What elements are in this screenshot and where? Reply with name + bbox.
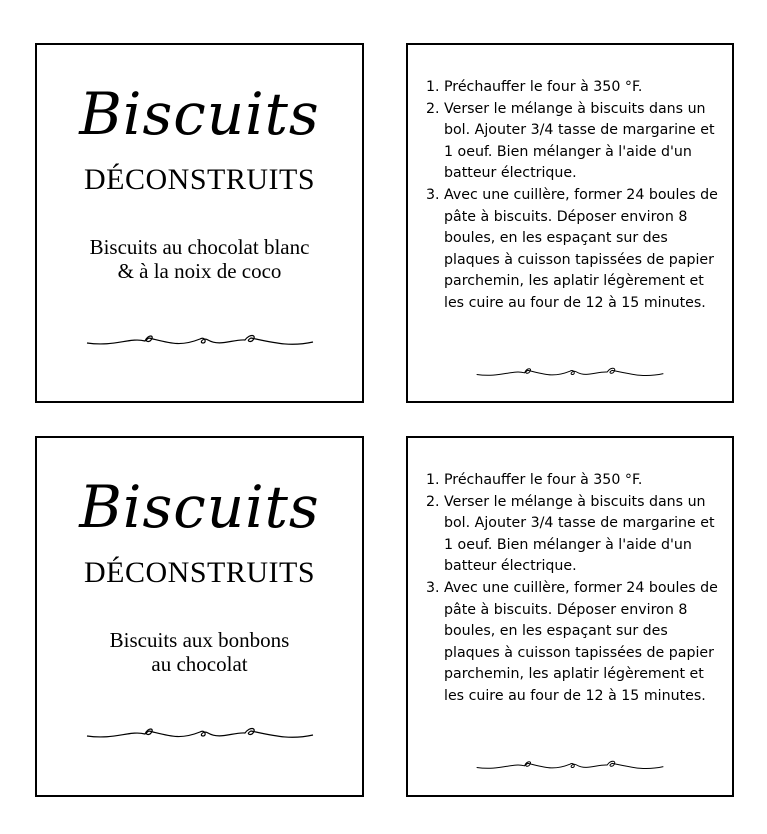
flavor-line: & à la noix de coco	[117, 259, 282, 283]
instruction-step: 2. Verser le mélange à biscuits dans un bol. Ajouter 3/4 tasse de margarine et 1 oeuf. Bien mélanger à l'aide d'un batteur électrique.	[426, 493, 715, 575]
label-front-card	[35, 436, 364, 797]
flourish-divider-icon	[85, 329, 315, 351]
label-front-card	[35, 43, 364, 403]
flourish-divider-icon	[475, 754, 665, 776]
instruction-step: 2. Verser le mélange à biscuits dans un bol. Ajouter 3/4 tasse de margarine et 1 oeuf. Bien mélanger à l'aide d'un batteur électrique.	[426, 100, 715, 182]
label-back-card	[406, 43, 734, 403]
card-title: Biscuits	[79, 473, 320, 541]
card-title: Biscuits	[79, 80, 320, 148]
flavor-line: au chocolat	[151, 652, 248, 676]
card-subtitle: DÉCONSTRUITS	[83, 556, 315, 589]
flavor-line: Biscuits aux bonbons	[109, 628, 290, 652]
instruction-step: 3. Avec une cuillère, former 24 boules de pâte à biscuits. Déposer environ 8 boules, en les espaçant sur des plaques à cuisson tapissées de papier parchemin, les aplatir légèrement et les cuire au four de 12 à 15 minutes.	[426, 579, 718, 704]
instructions-list	[426, 77, 724, 315]
instructions-list	[426, 470, 724, 708]
label-back-card	[406, 436, 734, 797]
flourish-divider-icon	[475, 361, 665, 383]
instruction-step: 3. Avec une cuillère, former 24 boules de pâte à biscuits. Déposer environ 8 boules, en les espaçant sur des plaques à cuisson tapissées de papier parchemin, les aplatir légèrement et les cuire au four de 12 à 15 minutes.	[426, 186, 718, 311]
card-subtitle: DÉCONSTRUITS	[83, 163, 315, 196]
instruction-step: 1. Préchauffer le four à 350 °F.	[426, 472, 643, 488]
flavor-text	[47, 628, 352, 676]
flourish-divider-icon	[85, 722, 315, 744]
instruction-step: 1. Préchauffer le four à 350 °F.	[426, 79, 643, 95]
flavor-text	[47, 235, 352, 283]
flavor-line: Biscuits au chocolat blanc	[89, 235, 310, 259]
